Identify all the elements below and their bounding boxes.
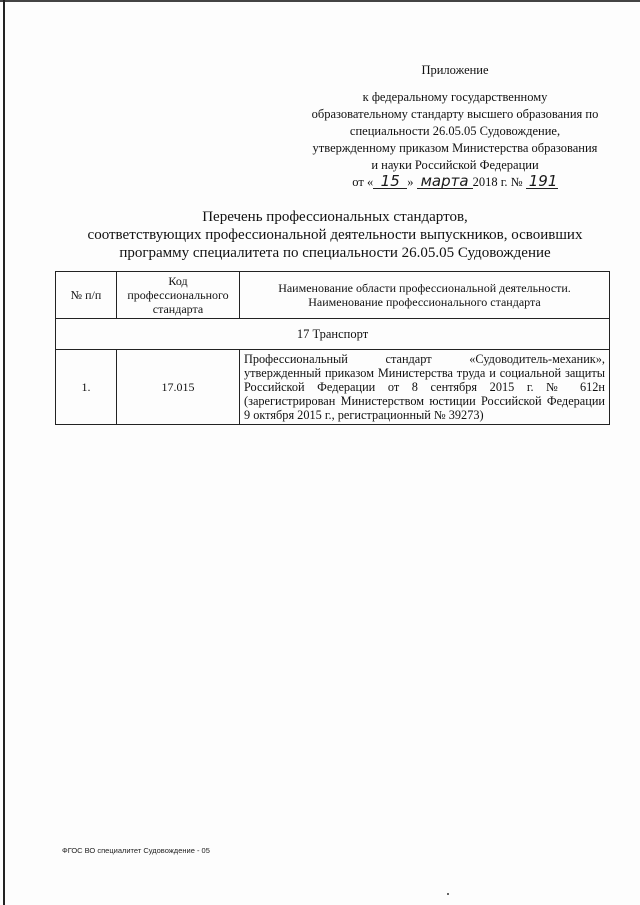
- document-heading: [60, 208, 610, 262]
- heading-line: программу специалитета по специальности 26.05.05 Судовождение: [119, 245, 551, 261]
- appendix-line: образовательному стандарту высшего образования по: [311, 107, 599, 121]
- heading-line: Перечень профессиональных стандартов,: [202, 209, 468, 225]
- appendix-line: утвержденному приказом Министерства образования: [312, 141, 598, 155]
- row-name: Профессиональный стандарт «Судоводитель-механик», утвержденный приказом Министерства труда и социальной защиты Российской Федерации от 8 сентября 2015 г. № 612н (зарегистрирован Министерством юстиции Российской Федерации 9 октября 2015 г., регистрационный № 39273): [240, 350, 610, 425]
- handwritten-month: марта: [417, 174, 473, 189]
- appendix-block: [290, 62, 620, 191]
- standards-table: [55, 271, 610, 425]
- page-left-edge: [3, 0, 5, 905]
- heading-line: соответствующих профессиональной деятельности выпускников, освоивших: [87, 227, 583, 243]
- header-name: Наименование области профессиональной деятельности. Наименование профессионального стандарта: [240, 272, 610, 319]
- scan-speck: [447, 893, 449, 895]
- section-row: [56, 319, 610, 350]
- section-title: 17 Транспорт: [56, 319, 610, 350]
- page-top-edge: [0, 0, 640, 2]
- appendix-title: Приложение: [421, 63, 489, 77]
- table-row: [56, 350, 610, 425]
- row-num: 1.: [56, 350, 117, 425]
- order-date-line: [290, 174, 620, 191]
- appendix-line: к федеральному государственному: [362, 90, 548, 104]
- row-code: 17.015: [117, 350, 240, 425]
- appendix-line: специальности 26.05.05 Судовождение,: [349, 124, 561, 138]
- appendix-line: и науки Российской Федерации: [371, 158, 539, 172]
- date-year: 2018 г. №: [472, 175, 523, 189]
- header-code: Код профессионального стандарта: [117, 272, 240, 319]
- date-quote-close: »: [407, 175, 414, 189]
- handwritten-order-number: 191: [526, 174, 558, 189]
- table-header-row: [56, 272, 610, 319]
- date-prefix: от «: [352, 175, 374, 189]
- page-footer: ФГОС ВО специалитет Судовождение - 05: [62, 846, 210, 855]
- header-num: № п/п: [56, 272, 117, 319]
- handwritten-day: 15: [373, 174, 407, 189]
